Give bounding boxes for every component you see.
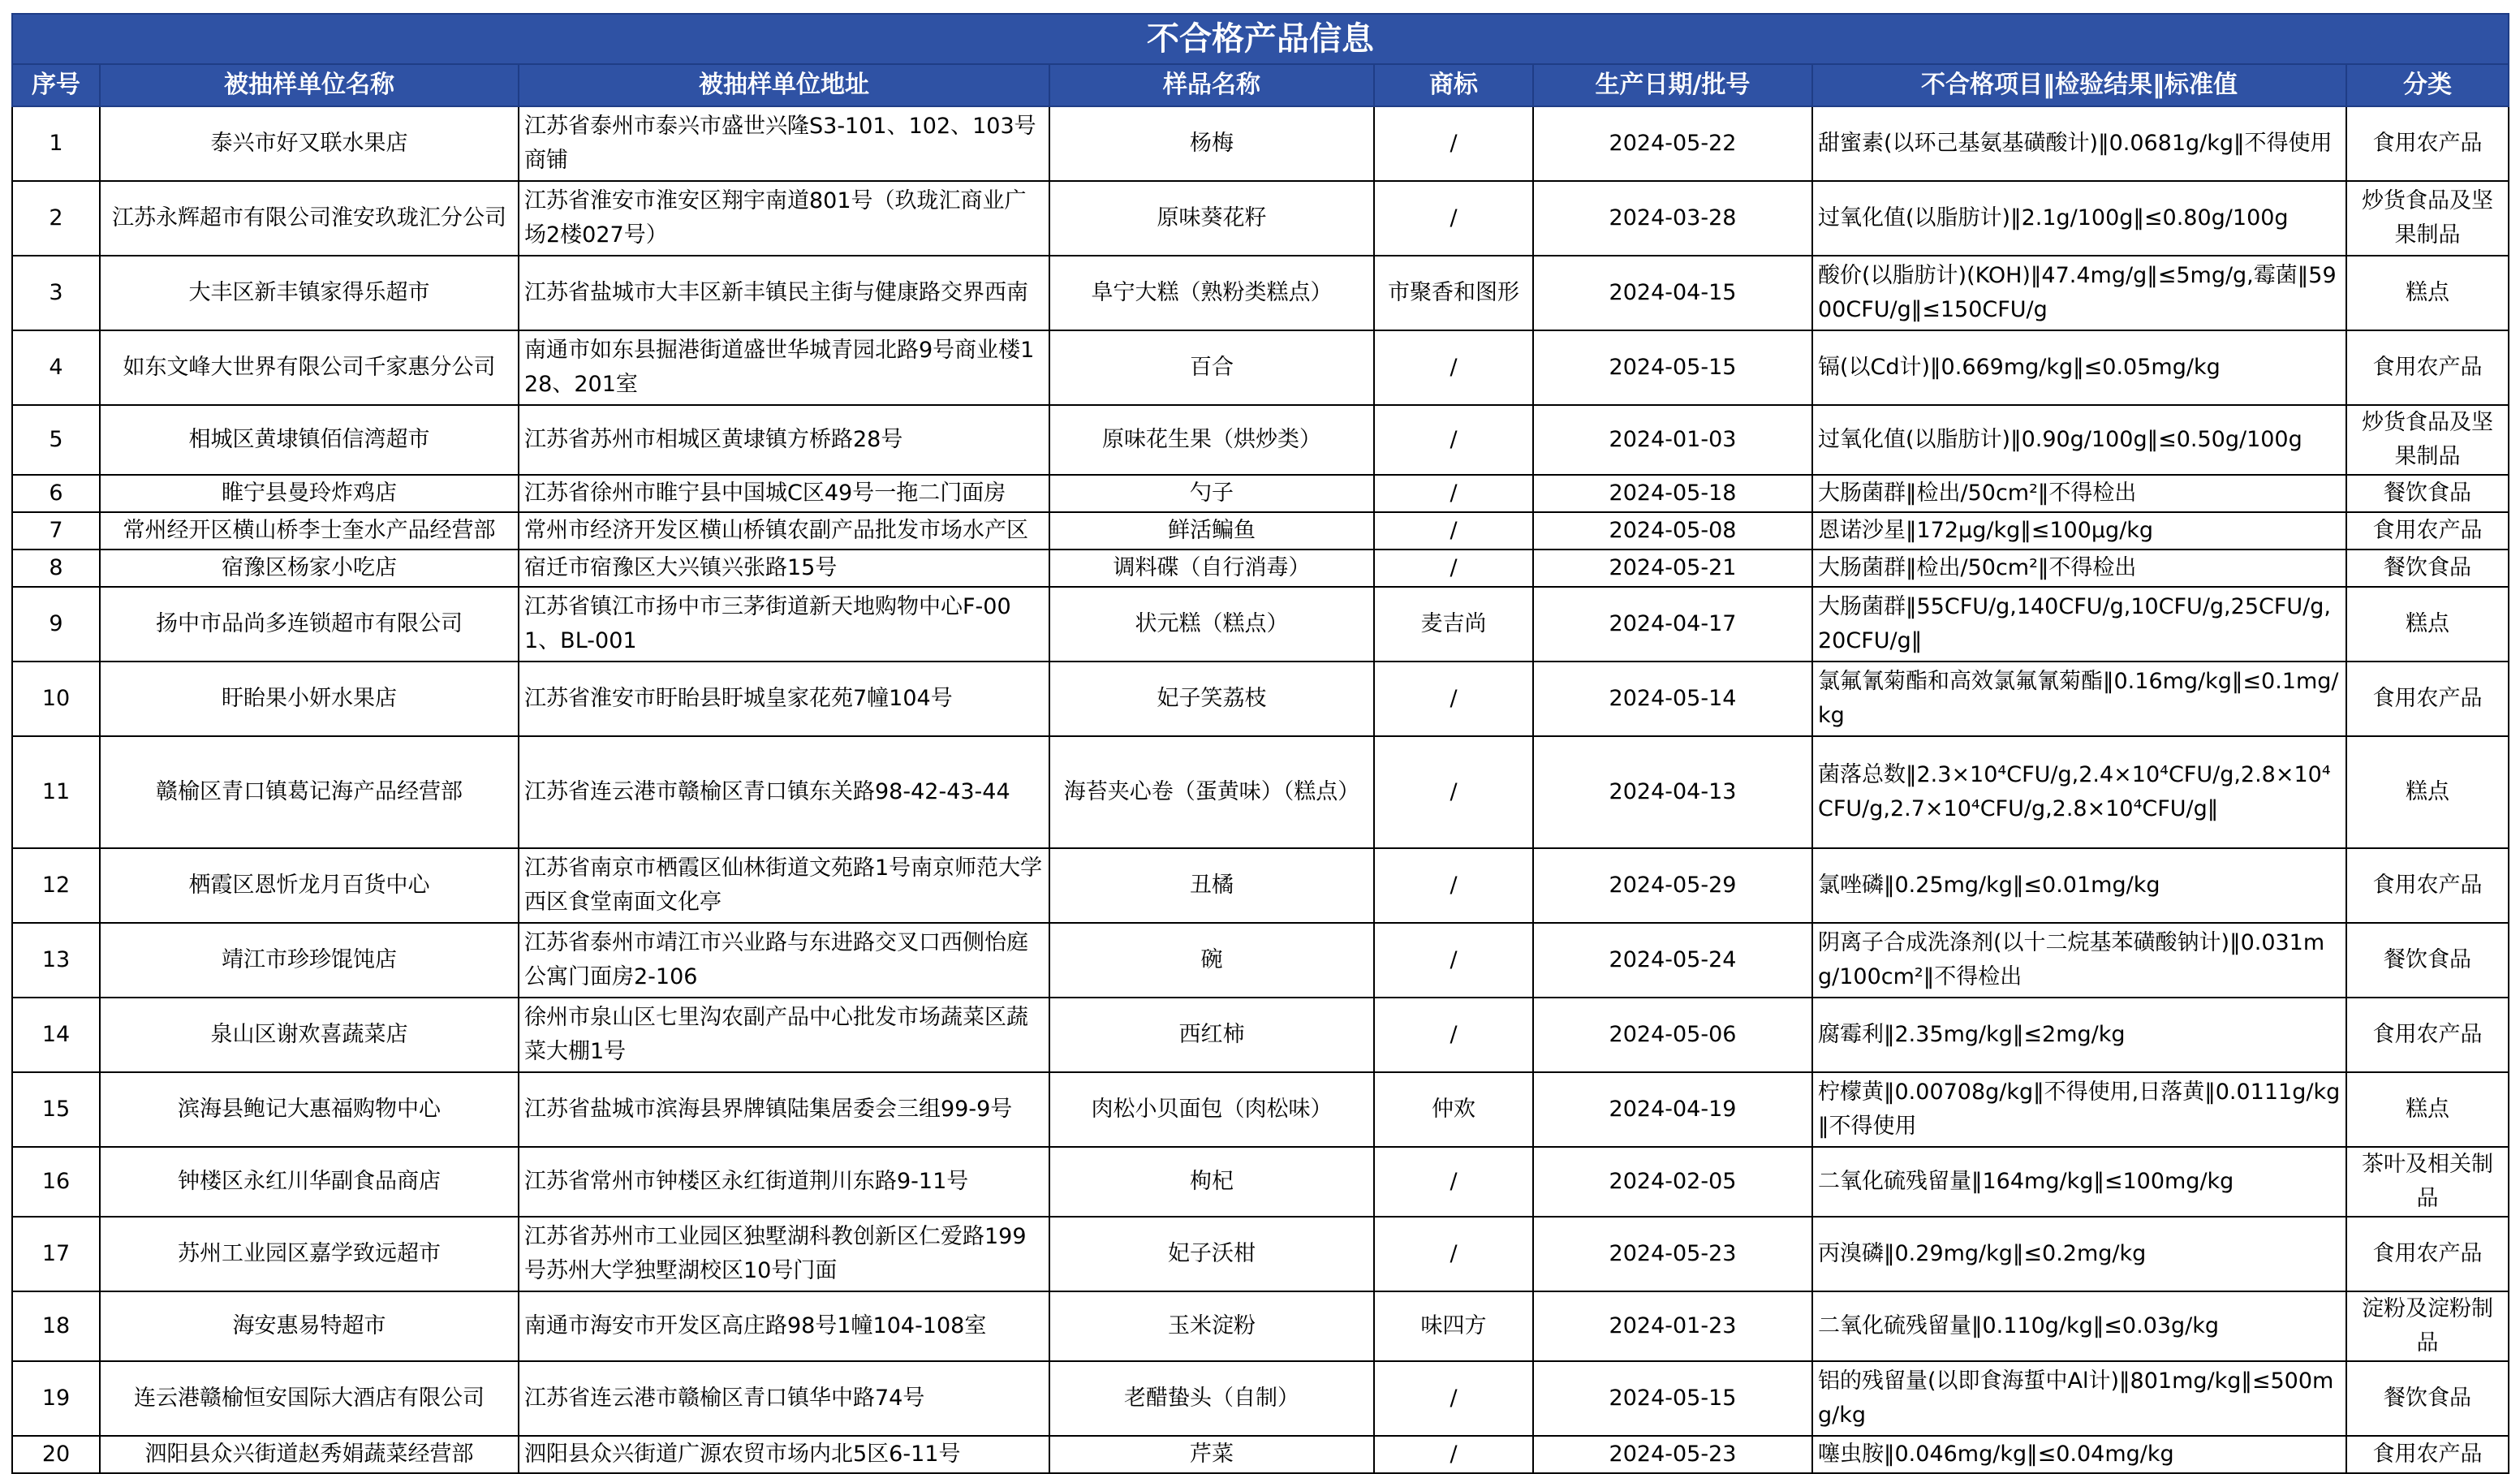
cell-unqualified-item: 柠檬黄‖0.00708g/kg‖不得使用,日落黄‖0.0111g/kg‖不得使用 — [1812, 1072, 2346, 1147]
cell-production-date: 2024-05-21 — [1533, 550, 1812, 587]
header-unqualified-item: 不合格项目‖检验结果‖标准值 — [1812, 64, 2346, 106]
cell-no: 6 — [12, 475, 100, 512]
cell-production-date: 2024-05-24 — [1533, 923, 1812, 998]
cell-sample-name: 原味花生果（烘炒类） — [1049, 405, 1374, 475]
cell-sample-name: 肉松小贝面包（肉松味） — [1049, 1072, 1374, 1147]
cell-category: 食用农产品 — [2346, 106, 2509, 181]
cell-brand: / — [1374, 475, 1533, 512]
cell-category: 餐饮食品 — [2346, 475, 2509, 512]
cell-brand: / — [1374, 736, 1533, 848]
cell-sample-name: 海苔夹心卷（蛋黄味）（糕点） — [1049, 736, 1374, 848]
cell-unit-address: 江苏省连云港市赣榆区青口镇东关路98-42-43-44 — [519, 736, 1049, 848]
cell-unit-address: 宿迁市宿豫区大兴镇兴张路15号 — [519, 550, 1049, 587]
cell-unqualified-item: 丙溴磷‖0.29mg/kg‖≤0.2mg/kg — [1812, 1217, 2346, 1291]
cell-brand: / — [1374, 330, 1533, 405]
cell-production-date: 2024-02-05 — [1533, 1147, 1812, 1217]
cell-category: 糕点 — [2346, 1072, 2509, 1147]
header-sample-name: 样品名称 — [1049, 64, 1374, 106]
table-row — [12, 1217, 2509, 1291]
table-row — [12, 998, 2509, 1072]
cell-production-date: 2024-05-18 — [1533, 475, 1812, 512]
cell-no: 16 — [12, 1147, 100, 1217]
cell-unit-address: 江苏省淮安市淮安区翔宇南道801号（玖珑汇商业广场2楼027号） — [519, 181, 1049, 256]
cell-brand: / — [1374, 998, 1533, 1072]
cell-brand: / — [1374, 848, 1533, 923]
cell-unqualified-item: 二氧化硫残留量‖164mg/kg‖≤100mg/kg — [1812, 1147, 2346, 1217]
cell-brand: 仲欢 — [1374, 1072, 1533, 1147]
cell-category: 食用农产品 — [2346, 512, 2509, 550]
cell-unit-name: 大丰区新丰镇家得乐超市 — [100, 256, 519, 330]
cell-brand: / — [1374, 550, 1533, 587]
cell-unit-name: 常州经开区横山桥李士奎水产品经营部 — [100, 512, 519, 550]
cell-no: 4 — [12, 330, 100, 405]
cell-brand: / — [1374, 1361, 1533, 1436]
cell-brand: / — [1374, 1436, 1533, 1473]
cell-production-date: 2024-03-28 — [1533, 181, 1812, 256]
cell-category: 食用农产品 — [2346, 662, 2509, 736]
table-row — [12, 106, 2509, 181]
table-row — [12, 475, 2509, 512]
cell-unit-name: 宿豫区杨家小吃店 — [100, 550, 519, 587]
table-row — [12, 550, 2509, 587]
cell-unqualified-item: 恩诺沙星‖172μg/kg‖≤100μg/kg — [1812, 512, 2346, 550]
header-row — [12, 64, 2509, 106]
cell-sample-name: 状元糕（糕点） — [1049, 587, 1374, 662]
cell-unit-address: 徐州市泉山区七里沟农副产品中心批发市场蔬菜区蔬菜大棚1号 — [519, 998, 1049, 1072]
unqualified-products-table — [11, 13, 2509, 1474]
cell-brand: 味四方 — [1374, 1291, 1533, 1361]
cell-category: 淀粉及淀粉制品 — [2346, 1291, 2509, 1361]
header-unit-name: 被抽样单位名称 — [100, 64, 519, 106]
table-row — [12, 330, 2509, 405]
cell-unit-name: 海安惠易特超市 — [100, 1291, 519, 1361]
cell-production-date: 2024-05-22 — [1533, 106, 1812, 181]
table-row — [12, 848, 2509, 923]
cell-unit-name: 泗阳县众兴街道赵秀娟蔬菜经营部 — [100, 1436, 519, 1473]
cell-sample-name: 妃子笑荔枝 — [1049, 662, 1374, 736]
cell-category: 餐饮食品 — [2346, 1361, 2509, 1436]
cell-unqualified-item: 阴离子合成洗涤剂(以十二烷基苯磺酸钠计)‖0.031mg/100cm²‖不得检出 — [1812, 923, 2346, 998]
cell-no: 12 — [12, 848, 100, 923]
cell-unit-address: 江苏省泰州市泰兴市盛世兴隆S3-101、102、103号商铺 — [519, 106, 1049, 181]
cell-no: 2 — [12, 181, 100, 256]
cell-sample-name: 碗 — [1049, 923, 1374, 998]
cell-unit-name: 盱眙果小妍水果店 — [100, 662, 519, 736]
table-row — [12, 512, 2509, 550]
cell-no: 13 — [12, 923, 100, 998]
cell-category: 糕点 — [2346, 256, 2509, 330]
table-row — [12, 256, 2509, 330]
cell-no: 5 — [12, 405, 100, 475]
header-brand: 商标 — [1374, 64, 1533, 106]
cell-brand: / — [1374, 662, 1533, 736]
cell-production-date: 2024-04-13 — [1533, 736, 1812, 848]
table-row — [12, 587, 2509, 662]
cell-no: 19 — [12, 1361, 100, 1436]
cell-sample-name: 阜宁大糕（熟粉类糕点） — [1049, 256, 1374, 330]
cell-brand: / — [1374, 405, 1533, 475]
cell-production-date: 2024-05-08 — [1533, 512, 1812, 550]
cell-unqualified-item: 大肠菌群‖55CFU/g,140CFU/g,10CFU/g,25CFU/g,20CFU/g‖ — [1812, 587, 2346, 662]
cell-unqualified-item: 氯唑磷‖0.25mg/kg‖≤0.01mg/kg — [1812, 848, 2346, 923]
cell-production-date: 2024-01-23 — [1533, 1291, 1812, 1361]
table-body — [12, 106, 2509, 1473]
cell-unqualified-item: 氯氟氰菊酯和高效氯氟氰菊酯‖0.16mg/kg‖≤0.1mg/kg — [1812, 662, 2346, 736]
cell-no: 3 — [12, 256, 100, 330]
cell-unit-address: 江苏省连云港市赣榆区青口镇华中路74号 — [519, 1361, 1049, 1436]
cell-category: 炒货食品及坚果制品 — [2346, 405, 2509, 475]
cell-unit-address: 江苏省常州市钟楼区永红街道荆川东路9-11号 — [519, 1147, 1049, 1217]
cell-production-date: 2024-05-23 — [1533, 1217, 1812, 1291]
cell-unit-address: 江苏省镇江市扬中市三茅街道新天地购物中心F-001、BL-001 — [519, 587, 1049, 662]
table-row — [12, 1436, 2509, 1473]
cell-sample-name: 老醋蛰头（自制） — [1049, 1361, 1374, 1436]
cell-sample-name: 调料碟（自行消毒） — [1049, 550, 1374, 587]
cell-brand: 麦吉尚 — [1374, 587, 1533, 662]
cell-unit-address: 江苏省盐城市滨海县界牌镇陆集居委会三组99-9号 — [519, 1072, 1049, 1147]
cell-unit-name: 靖江市珍珍馄饨店 — [100, 923, 519, 998]
cell-unit-address: 南通市如东县掘港街道盛世华城青园北路9号商业楼128、201室 — [519, 330, 1049, 405]
cell-no: 9 — [12, 587, 100, 662]
cell-category: 餐饮食品 — [2346, 550, 2509, 587]
cell-production-date: 2024-05-15 — [1533, 1361, 1812, 1436]
cell-production-date: 2024-05-14 — [1533, 662, 1812, 736]
cell-unit-address: 常州市经济开发区横山桥镇农副产品批发市场水产区 — [519, 512, 1049, 550]
table-row — [12, 736, 2509, 848]
cell-unqualified-item: 大肠菌群‖检出/50cm²‖不得检出 — [1812, 475, 2346, 512]
cell-unit-name: 相城区黄埭镇佰信湾超市 — [100, 405, 519, 475]
cell-category: 糕点 — [2346, 736, 2509, 848]
cell-unit-name: 连云港赣榆恒安国际大酒店有限公司 — [100, 1361, 519, 1436]
cell-production-date: 2024-05-23 — [1533, 1436, 1812, 1473]
cell-unqualified-item: 噻虫胺‖0.046mg/kg‖≤0.04mg/kg — [1812, 1436, 2346, 1473]
cell-unit-address: 江苏省盐城市大丰区新丰镇民主街与健康路交界西南 — [519, 256, 1049, 330]
table-row — [12, 405, 2509, 475]
cell-production-date: 2024-04-19 — [1533, 1072, 1812, 1147]
cell-unit-address: 江苏省泰州市靖江市兴业路与东进路交叉口西侧怡庭公寓门面房2-106 — [519, 923, 1049, 998]
cell-brand: / — [1374, 1147, 1533, 1217]
cell-unqualified-item: 二氧化硫残留量‖0.110g/kg‖≤0.03g/kg — [1812, 1291, 2346, 1361]
cell-unqualified-item: 过氧化值(以脂肪计)‖2.1g/100g‖≤0.80g/100g — [1812, 181, 2346, 256]
cell-unit-name: 泰兴市好又联水果店 — [100, 106, 519, 181]
cell-unit-name: 苏州工业园区嘉学致远超市 — [100, 1217, 519, 1291]
cell-category: 糕点 — [2346, 587, 2509, 662]
cell-sample-name: 芹菜 — [1049, 1436, 1374, 1473]
cell-category: 食用农产品 — [2346, 330, 2509, 405]
cell-no: 7 — [12, 512, 100, 550]
cell-sample-name: 西红柿 — [1049, 998, 1374, 1072]
cell-unqualified-item: 甜蜜素(以环己基氨基磺酸计)‖0.0681g/kg‖不得使用 — [1812, 106, 2346, 181]
cell-sample-name: 原味葵花籽 — [1049, 181, 1374, 256]
cell-unqualified-item: 过氧化值(以脂肪计)‖0.90g/100g‖≤0.50g/100g — [1812, 405, 2346, 475]
cell-sample-name: 玉米淀粉 — [1049, 1291, 1374, 1361]
cell-category: 食用农产品 — [2346, 848, 2509, 923]
cell-no: 15 — [12, 1072, 100, 1147]
table-row — [12, 1361, 2509, 1436]
table-row — [12, 1291, 2509, 1361]
cell-unit-address: 江苏省淮安市盱眙县盱城皇家花苑7幢104号 — [519, 662, 1049, 736]
cell-unit-name: 栖霞区恩忻龙月百货中心 — [100, 848, 519, 923]
cell-brand: / — [1374, 106, 1533, 181]
cell-unit-name: 泉山区谢欢喜蔬菜店 — [100, 998, 519, 1072]
table-row — [12, 181, 2509, 256]
header-production-date: 生产日期/批号 — [1533, 64, 1812, 106]
cell-category: 餐饮食品 — [2346, 923, 2509, 998]
cell-production-date: 2024-05-29 — [1533, 848, 1812, 923]
cell-sample-name: 鲜活鳊鱼 — [1049, 512, 1374, 550]
cell-unit-name: 赣榆区青口镇葛记海产品经营部 — [100, 736, 519, 848]
cell-brand: / — [1374, 512, 1533, 550]
table-row — [12, 1147, 2509, 1217]
cell-production-date: 2024-04-15 — [1533, 256, 1812, 330]
cell-unit-name: 江苏永辉超市有限公司淮安玖珑汇分公司 — [100, 181, 519, 256]
cell-production-date: 2024-05-15 — [1533, 330, 1812, 405]
cell-brand: / — [1374, 1217, 1533, 1291]
cell-unit-address: 江苏省南京市栖霞区仙林街道文苑路1号南京师范大学西区食堂南面文化亭 — [519, 848, 1049, 923]
cell-unit-name: 钟楼区永红川华副食品商店 — [100, 1147, 519, 1217]
cell-no: 11 — [12, 736, 100, 848]
cell-unit-address: 泗阳县众兴街道广源农贸市场内北5区6-11号 — [519, 1436, 1049, 1473]
cell-no: 14 — [12, 998, 100, 1072]
cell-unit-name: 滨海县鲍记大惠福购物中心 — [100, 1072, 519, 1147]
cell-production-date: 2024-05-06 — [1533, 998, 1812, 1072]
cell-unit-address: 江苏省苏州市工业园区独墅湖科教创新区仁爱路199号苏州大学独墅湖校区10号门面 — [519, 1217, 1049, 1291]
cell-sample-name: 百合 — [1049, 330, 1374, 405]
cell-brand: 市聚香和图形 — [1374, 256, 1533, 330]
cell-no: 18 — [12, 1291, 100, 1361]
header-no: 序号 — [12, 64, 100, 106]
table-row — [12, 662, 2509, 736]
cell-sample-name: 丑橘 — [1049, 848, 1374, 923]
cell-unqualified-item: 大肠菌群‖检出/50cm²‖不得检出 — [1812, 550, 2346, 587]
cell-unqualified-item: 菌落总数‖2.3×10⁴CFU/g,2.4×10⁴CFU/g,2.8×10⁴CFU/g,2.7×10⁴CFU/g,2.8×10⁴CFU/g‖ — [1812, 736, 2346, 848]
cell-category: 食用农产品 — [2346, 1217, 2509, 1291]
product-table-container — [11, 13, 2508, 1474]
cell-unit-name: 睢宁县曼玲炸鸡店 — [100, 475, 519, 512]
cell-no: 10 — [12, 662, 100, 736]
table-row — [12, 1072, 2509, 1147]
cell-brand: / — [1374, 181, 1533, 256]
cell-sample-name: 妃子沃柑 — [1049, 1217, 1374, 1291]
cell-unqualified-item: 酸价(以脂肪计)(KOH)‖47.4mg/g‖≤5mg/g,霉菌‖5900CFU/g‖≤150CFU/g — [1812, 256, 2346, 330]
cell-no: 20 — [12, 1436, 100, 1473]
cell-sample-name: 枸杞 — [1049, 1147, 1374, 1217]
cell-unit-address: 江苏省徐州市睢宁县中国城C区49号一拖二门面房 — [519, 475, 1049, 512]
cell-production-date: 2024-04-17 — [1533, 587, 1812, 662]
table-title: 不合格产品信息 — [12, 14, 2509, 64]
header-unit-address: 被抽样单位地址 — [519, 64, 1049, 106]
cell-production-date: 2024-01-03 — [1533, 405, 1812, 475]
cell-brand: / — [1374, 923, 1533, 998]
table-row — [12, 923, 2509, 998]
cell-unit-address: 江苏省苏州市相城区黄埭镇方桥路28号 — [519, 405, 1049, 475]
cell-unit-address: 南通市海安市开发区高庄路98号1幢104-108室 — [519, 1291, 1049, 1361]
header-category: 分类 — [2346, 64, 2509, 106]
cell-unit-name: 如东文峰大世界有限公司千家惠分公司 — [100, 330, 519, 405]
cell-unqualified-item: 铝的残留量(以即食海蜇中Al计)‖801mg/kg‖≤500mg/kg — [1812, 1361, 2346, 1436]
cell-unqualified-item: 腐霉利‖2.35mg/kg‖≤2mg/kg — [1812, 998, 2346, 1072]
cell-unit-name: 扬中市品尚多连锁超市有限公司 — [100, 587, 519, 662]
cell-category: 食用农产品 — [2346, 998, 2509, 1072]
cell-unqualified-item: 镉(以Cd计)‖0.669mg/kg‖≤0.05mg/kg — [1812, 330, 2346, 405]
cell-sample-name: 勺子 — [1049, 475, 1374, 512]
cell-category: 茶叶及相关制品 — [2346, 1147, 2509, 1217]
cell-no: 17 — [12, 1217, 100, 1291]
cell-category: 食用农产品 — [2346, 1436, 2509, 1473]
cell-sample-name: 杨梅 — [1049, 106, 1374, 181]
cell-category: 炒货食品及坚果制品 — [2346, 181, 2509, 256]
cell-no: 8 — [12, 550, 100, 587]
cell-no: 1 — [12, 106, 100, 181]
